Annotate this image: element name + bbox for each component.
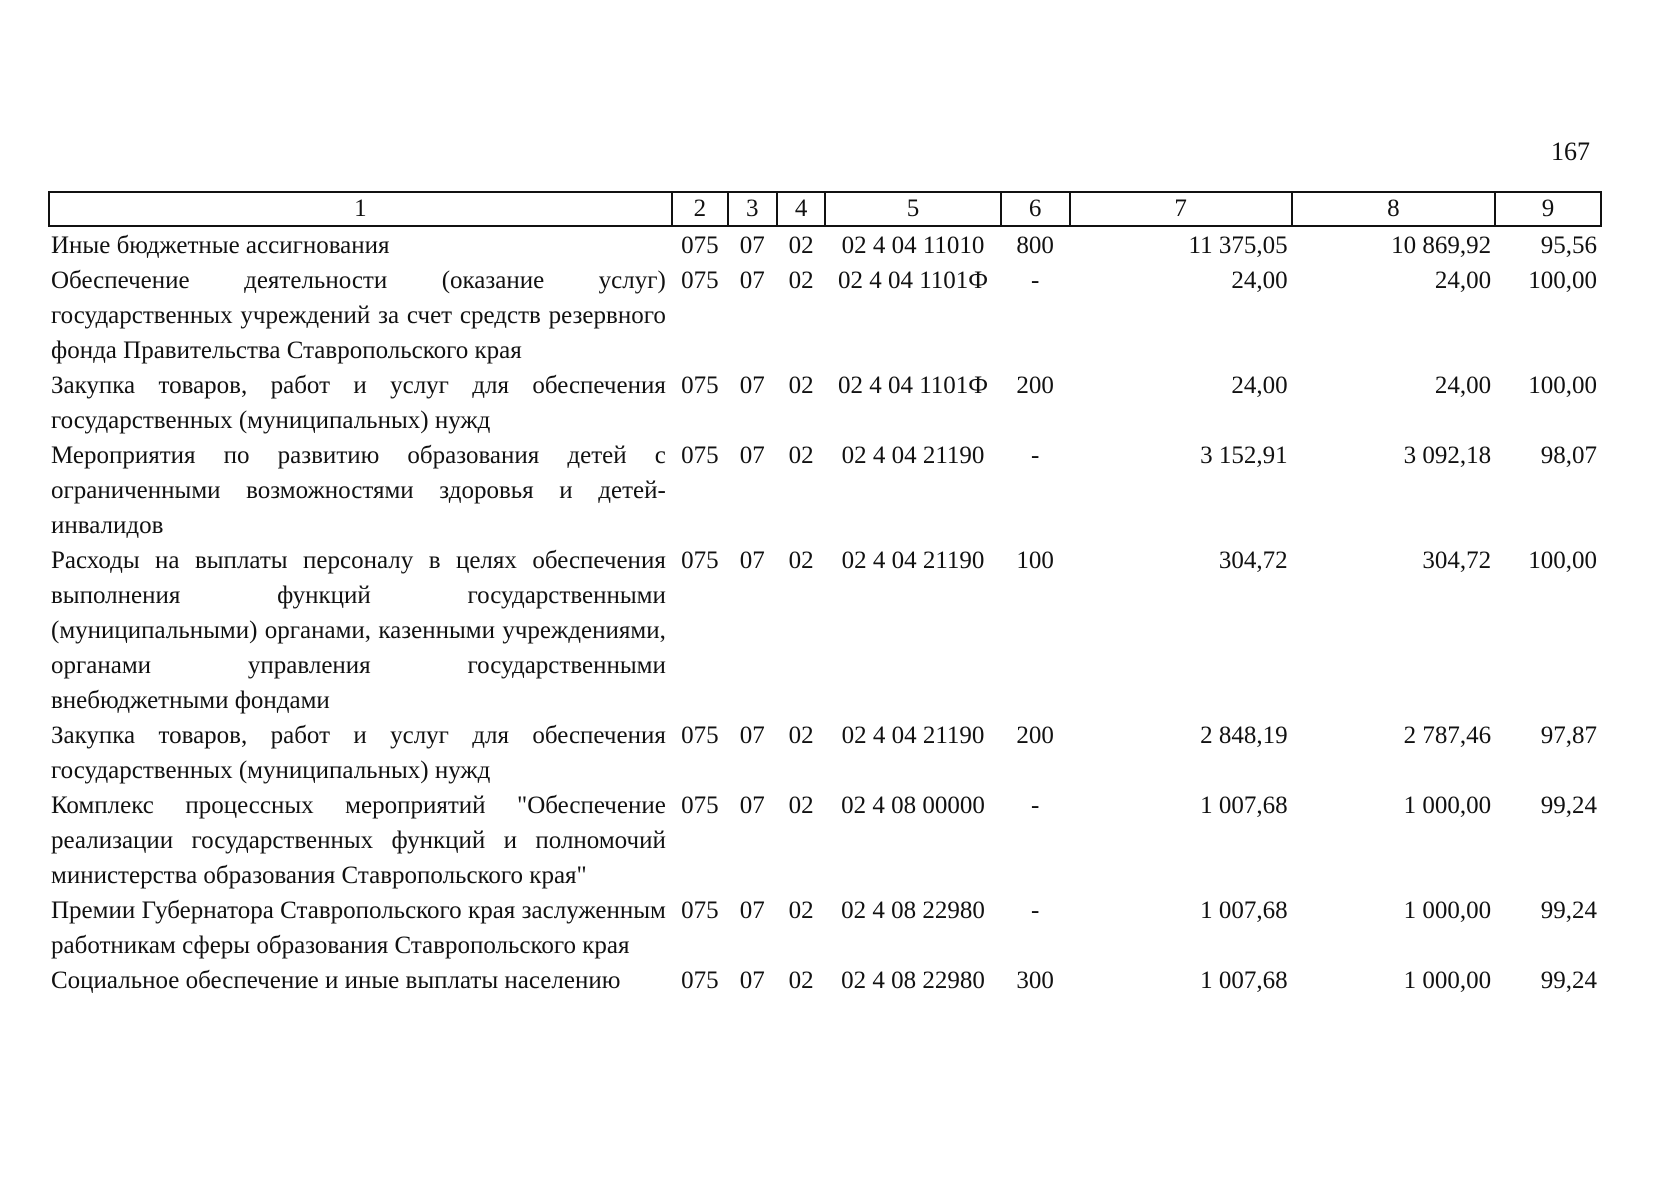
row-execution-percent: 100,00 [1528, 372, 1597, 399]
table-body [49, 226, 1601, 998]
row-ministry-code: 075 [681, 232, 719, 259]
row-execution-percent: 97,87 [1540, 722, 1597, 749]
row-section-code: 07 [739, 372, 765, 399]
row-expense-type: - [1030, 897, 1040, 924]
row-section-code: 07 [739, 722, 765, 749]
row-execution-percent: 100,00 [1528, 547, 1597, 574]
header-row [49, 192, 1601, 226]
table-row [49, 226, 1601, 263]
row-name: Расходы на выплаты персоналу в целях обеспечения выполнения функций государственными (муниципальными) органами, казенными учреждениями, органами управления государственными внебюджетными фондами [51, 547, 666, 714]
header-col-7: 7 [1070, 192, 1292, 226]
row-planned-amount: 11 375,05 [1188, 232, 1288, 259]
row-expense-type: 800 [1016, 232, 1054, 259]
table-row [49, 368, 1601, 438]
row-actual-amount: 3 092,18 [1403, 442, 1492, 469]
table-row [49, 963, 1601, 998]
row-target-article: 02 4 08 22980 [841, 897, 985, 924]
row-section-code: 07 [739, 547, 765, 574]
header-col-2: 2 [672, 192, 728, 226]
row-target-article: 02 4 04 21190 [841, 442, 985, 469]
row-actual-amount: 10 869,92 [1391, 232, 1492, 259]
row-ministry-code: 075 [681, 547, 719, 574]
table-row [49, 788, 1601, 893]
row-subsection-code: 02 [788, 267, 814, 294]
row-planned-amount: 1 007,68 [1200, 792, 1288, 819]
header-col-6: 6 [1001, 192, 1070, 226]
row-expense-type: 300 [1016, 967, 1054, 994]
header-col-1: 1 [49, 192, 672, 226]
header-col-4: 4 [777, 192, 826, 226]
row-subsection-code: 02 [788, 232, 814, 259]
row-name: Социальное обеспечение и иные выплаты населению [51, 967, 621, 994]
row-expense-type: - [1030, 442, 1040, 469]
row-name: Мероприятия по развитию образования детей с ограниченными возможностями здоровья и детей-инвалидов [51, 442, 666, 539]
row-name: Закупка товаров, работ и услуг для обеспечения государственных (муниципальных) нужд [51, 722, 666, 784]
row-ministry-code: 075 [681, 967, 719, 994]
row-expense-type: 100 [1016, 547, 1054, 574]
row-subsection-code: 02 [788, 722, 814, 749]
row-ministry-code: 075 [681, 897, 719, 924]
row-subsection-code: 02 [788, 547, 814, 574]
row-planned-amount: 3 152,91 [1200, 442, 1288, 469]
row-planned-amount: 2 848,19 [1200, 722, 1288, 749]
row-expense-type: 200 [1016, 372, 1054, 399]
row-subsection-code: 02 [788, 967, 814, 994]
row-planned-amount: 304,72 [1218, 547, 1288, 574]
row-execution-percent: 95,56 [1540, 232, 1597, 259]
row-actual-amount: 24,00 [1434, 267, 1492, 294]
row-actual-amount: 1 000,00 [1403, 897, 1492, 924]
row-target-article: 02 4 04 11010 [841, 232, 985, 259]
row-execution-percent: 100,00 [1528, 267, 1597, 294]
budget-table [48, 191, 1602, 998]
table-row [49, 263, 1601, 368]
row-ministry-code: 075 [681, 267, 719, 294]
row-subsection-code: 02 [788, 442, 814, 469]
row-section-code: 07 [739, 232, 765, 259]
row-target-article: 02 4 04 21190 [841, 547, 985, 574]
row-target-article: 02 4 08 22980 [841, 967, 985, 994]
header-col-9: 9 [1495, 192, 1601, 226]
row-planned-amount: 24,00 [1231, 372, 1288, 399]
row-target-article: 02 4 04 21190 [841, 722, 985, 749]
row-expense-type: - [1030, 792, 1040, 819]
row-section-code: 07 [739, 897, 765, 924]
table-row [49, 718, 1601, 788]
row-expense-type: 200 [1016, 722, 1054, 749]
row-expense-type: - [1030, 267, 1040, 294]
table-row [49, 893, 1601, 963]
table-row [49, 543, 1601, 718]
row-subsection-code: 02 [788, 897, 814, 924]
row-execution-percent: 98,07 [1540, 442, 1597, 469]
row-subsection-code: 02 [788, 792, 814, 819]
row-section-code: 07 [739, 267, 765, 294]
row-planned-amount: 1 007,68 [1200, 967, 1288, 994]
header-col-8: 8 [1292, 192, 1496, 226]
table-row [49, 438, 1601, 543]
header-col-5: 5 [825, 192, 1000, 226]
header-col-3: 3 [728, 192, 777, 226]
row-subsection-code: 02 [788, 372, 814, 399]
row-target-article: 02 4 04 1101Ф [837, 372, 989, 399]
row-planned-amount: 24,00 [1231, 267, 1288, 294]
table-header [49, 192, 1601, 226]
row-actual-amount: 2 787,46 [1403, 722, 1492, 749]
row-target-article: 02 4 04 1101Ф [837, 267, 989, 294]
page-number: 167 [1551, 137, 1590, 166]
row-name: Премии Губернатора Ставропольского края заслуженным работникам сферы образования Ставропольского края [51, 897, 666, 959]
row-ministry-code: 075 [681, 442, 719, 469]
row-name: Обеспечение деятельности (оказание услуг) государственных учреждений за счет средств резервного фонда Правительства Ставропольского края [51, 267, 666, 364]
row-actual-amount: 1 000,00 [1403, 792, 1492, 819]
row-actual-amount: 24,00 [1434, 372, 1492, 399]
row-planned-amount: 1 007,68 [1200, 897, 1288, 924]
row-execution-percent: 99,24 [1540, 897, 1597, 924]
row-section-code: 07 [739, 792, 765, 819]
row-actual-amount: 1 000,00 [1403, 967, 1492, 994]
row-name: Закупка товаров, работ и услуг для обеспечения государственных (муниципальных) нужд [51, 372, 666, 434]
row-section-code: 07 [739, 967, 765, 994]
row-ministry-code: 075 [681, 792, 719, 819]
row-name: Иные бюджетные ассигнования [51, 232, 390, 259]
row-target-article: 02 4 08 00000 [841, 792, 985, 819]
row-execution-percent: 99,24 [1540, 967, 1597, 994]
row-ministry-code: 075 [681, 722, 719, 749]
row-name: Комплекс процессных мероприятий "Обеспечение реализации государственных функций и полномочий министерства образования Ставропольского края" [51, 792, 666, 889]
row-section-code: 07 [739, 442, 765, 469]
row-execution-percent: 99,24 [1540, 792, 1597, 819]
row-actual-amount: 304,72 [1422, 547, 1492, 574]
row-ministry-code: 075 [681, 372, 719, 399]
